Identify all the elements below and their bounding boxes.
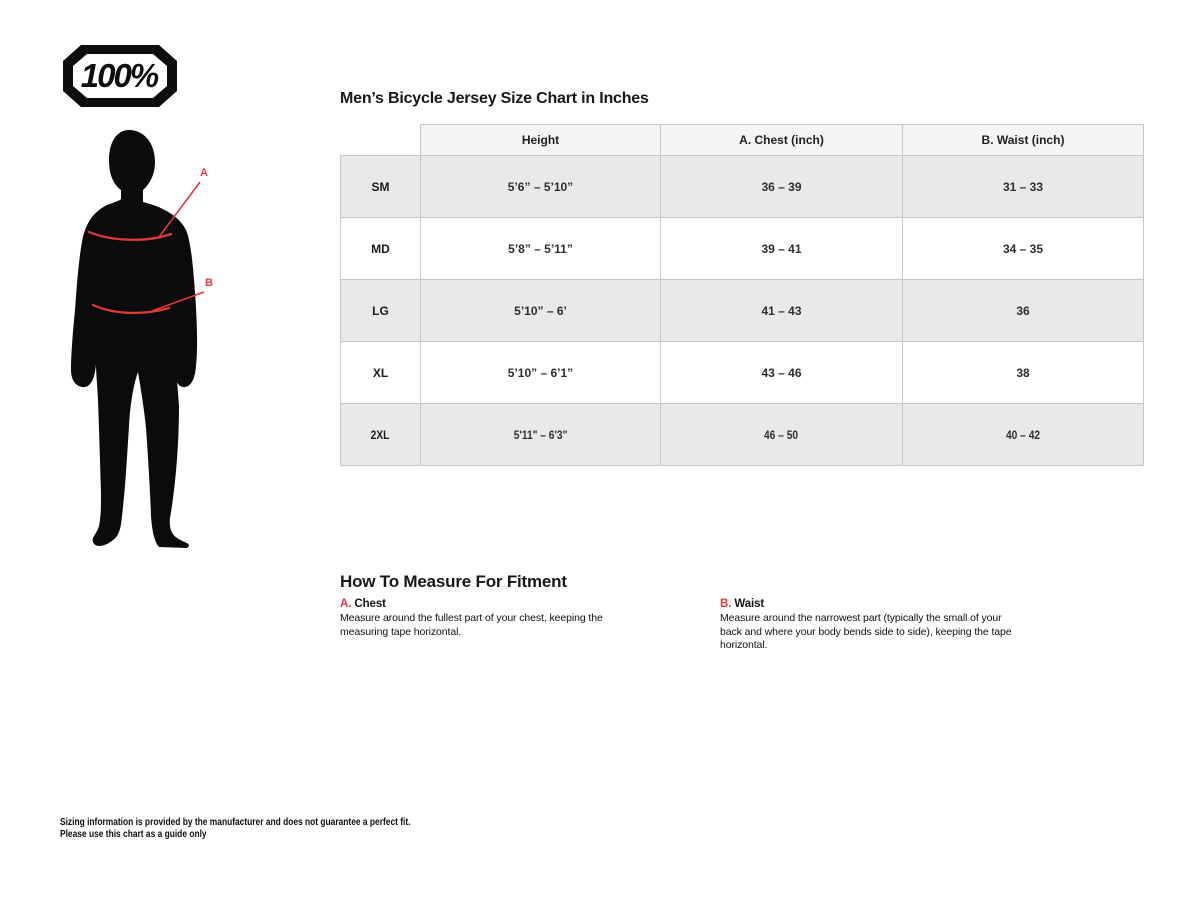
waist-cell: 34 – 35 <box>903 218 1144 280</box>
measure-letter: B. <box>720 598 732 610</box>
chest-cell: 36 – 39 <box>661 156 903 218</box>
waist-cell: 31 – 33 <box>903 156 1144 218</box>
waist-value: 40 – 42 <box>1005 427 1041 442</box>
chest-value: 46 – 50 <box>764 427 799 442</box>
table-row <box>341 156 1144 218</box>
size-cell: MD <box>341 218 421 280</box>
waist-cell: 38 <box>903 342 1144 404</box>
size-chart-title: Men’s Bicycle Jersey Size Chart in Inches <box>340 90 649 107</box>
measure-instruction-chest <box>340 598 642 639</box>
measure-instruction-waist <box>720 598 1022 653</box>
table-row <box>341 342 1144 404</box>
logo-text: 100% <box>80 57 158 94</box>
chest-cell: 41 – 43 <box>661 280 903 342</box>
table-row <box>341 218 1144 280</box>
height-cell: 5’10” – 6’1” <box>421 342 661 404</box>
height-cell: 5’6” – 5’10” <box>421 156 661 218</box>
disclaimer <box>60 817 411 841</box>
measure-name: Chest <box>354 598 386 610</box>
measure-label <box>340 598 642 610</box>
waist-cell: 36 <box>903 280 1144 342</box>
measure-letter: A. <box>340 598 352 610</box>
measure-name: Waist <box>734 598 765 610</box>
measure-text: Measure around the fullest part of your chest, keeping the measuring tape horizontal. <box>340 612 603 638</box>
size-cell: XL <box>341 342 421 404</box>
size-cell: SM <box>341 156 421 218</box>
chest-label: A <box>200 167 208 179</box>
height-cell: 5’10” – 6’ <box>421 280 661 342</box>
measure-label <box>720 598 1022 610</box>
measure-text: Measure around the narrowest part (typically the small of your back and where your body bends side to side), keeping the tape horizontal. <box>720 612 1012 651</box>
height-value: 5'11" – 6'3" <box>513 427 568 442</box>
chest-cell: 39 – 41 <box>661 218 903 280</box>
disclaimer-line-2: Please use this chart as a guide only <box>60 829 207 840</box>
table-row <box>341 280 1144 342</box>
chest-cell: 43 – 46 <box>661 342 903 404</box>
size-value: 2XL <box>371 427 390 442</box>
size-chart-table <box>340 124 1144 466</box>
brand-logo <box>60 42 180 110</box>
height-cell <box>421 404 661 466</box>
table-header-row <box>341 125 1144 156</box>
size-cell <box>341 404 421 466</box>
chest-cell <box>661 404 903 466</box>
header-cell-chest: A. Chest (inch) <box>661 125 903 156</box>
height-cell: 5’8” – 5’11” <box>421 218 661 280</box>
size-cell: LG <box>341 280 421 342</box>
how-to-measure-title: How To Measure For Fitment <box>340 572 567 591</box>
logo-badge-icon <box>60 42 180 110</box>
waist-cell <box>903 404 1144 466</box>
measurement-figure <box>55 110 215 550</box>
waist-label: B <box>205 277 213 289</box>
header-cell-waist: B. Waist (inch) <box>903 125 1144 156</box>
body-silhouette-icon <box>71 130 197 548</box>
header-cell-height: Height <box>421 125 661 156</box>
table-row <box>341 404 1144 466</box>
disclaimer-line-1: Sizing information is provided by the manufacturer and does not guarantee a perfect fit. <box>60 817 411 828</box>
header-cell-empty <box>341 125 421 156</box>
